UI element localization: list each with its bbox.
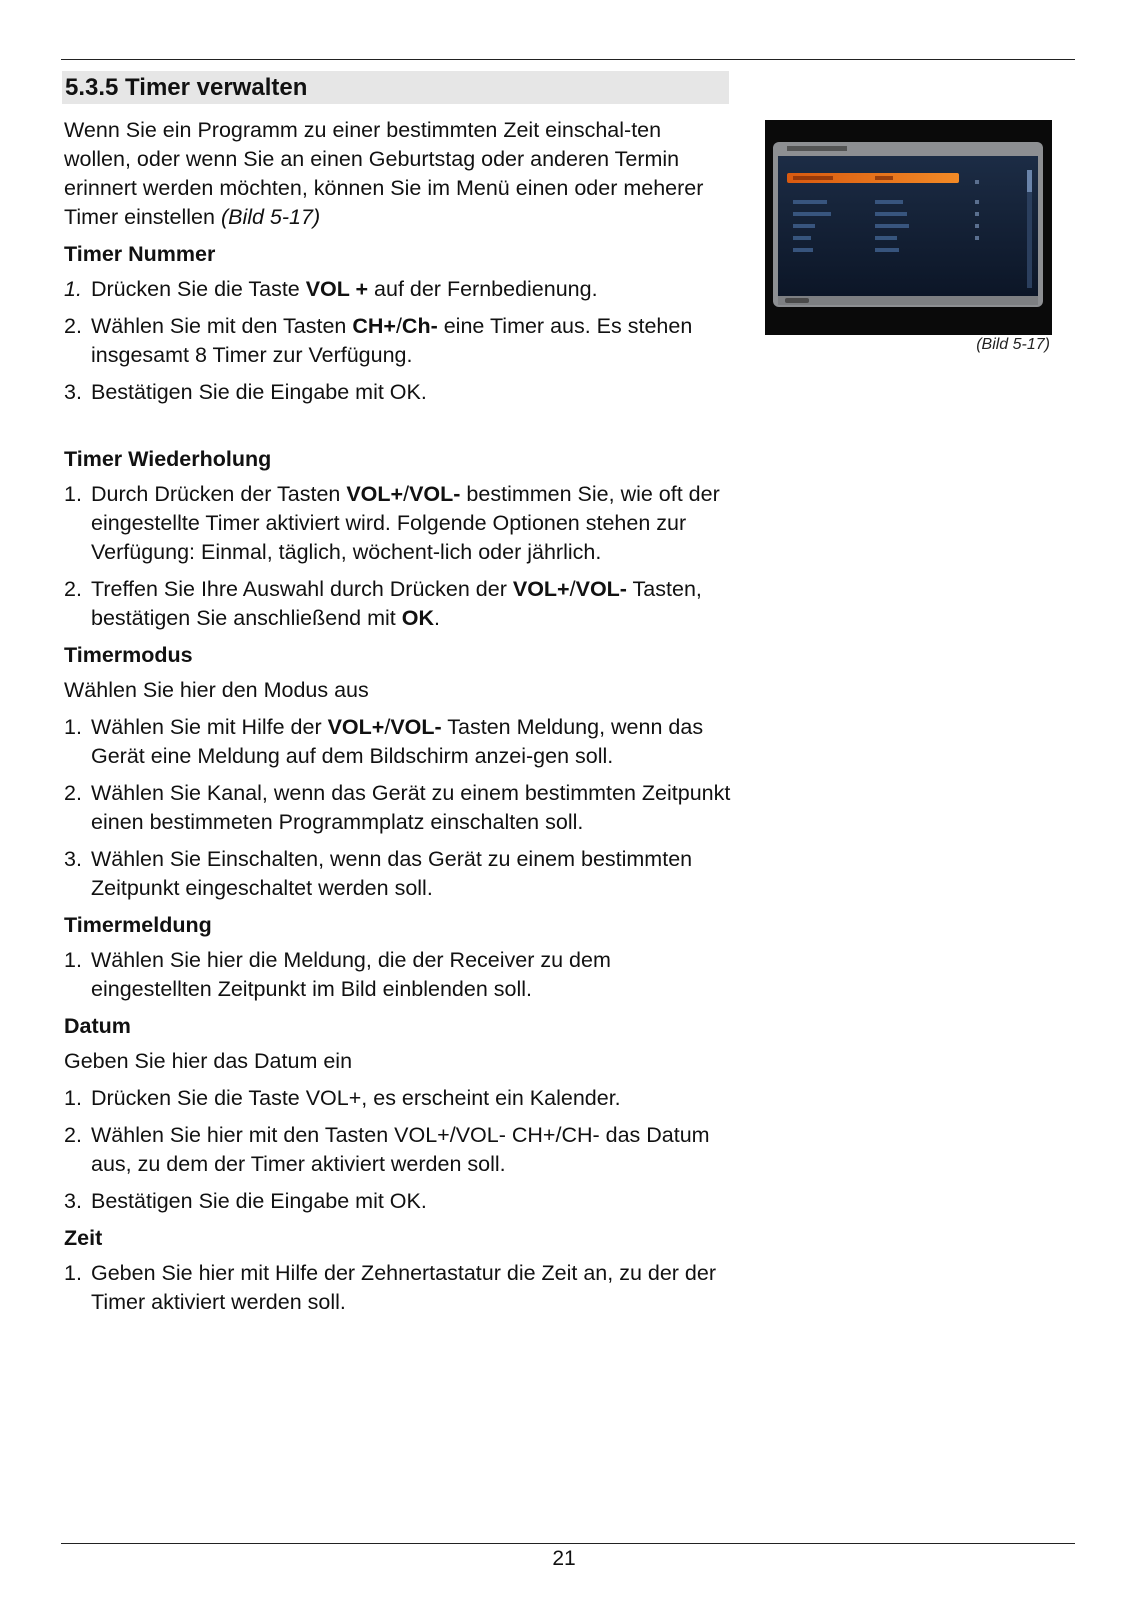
list-item: 2. Wählen Sie hier mit den Tasten VOL+/VOL- CH+/CH- das Datum aus, zu dem der Timer aktiviert werden soll.: [64, 1123, 710, 1176]
list-item: 1. Durch Drücken der Tasten VOL+/VOL- bestimmen Sie, wie oft der eingestellte Timer aktiviert wird. Folgende Optionen stehen zur Verfügung: Einmal, täglich, wöchent-lich oder jährlich.: [64, 482, 720, 564]
list-item: 1. Geben Sie hier mit Hilfe der Zehnertastatur die Zeit an, zu der der Timer aktiviert werden soll.: [64, 1261, 717, 1314]
timermodus-intro: Wählen Sie hier den Modus aus: [64, 678, 369, 702]
list-item: 3. Bestätigen Sie die Eingabe mit OK.: [64, 380, 427, 404]
list-item: 1. Drücken Sie die Taste VOL + auf der Fernbedienung.: [64, 277, 598, 301]
list-zeit: [64, 1259, 732, 1317]
heading-timer-nummer: Timer Nummer: [64, 242, 216, 266]
intro-paragraph: Wenn Sie ein Programm zu einer bestimmten Zeit einschal-ten wollen, oder wenn Sie an einen Geburtstag oder anderen Termin erinnert werden möchten, können Sie im Menü einen oder meherer Timer einstellen (Bild 5-17): [64, 118, 704, 229]
heading-timermeldung: Timermeldung: [64, 913, 212, 937]
list-item: 2. Wählen Sie Kanal, wenn das Gerät zu einem bestimmten Zeitpunkt einen bestimmeten Programmplatz einschalten soll.: [64, 781, 731, 834]
bottom-rule: [61, 1543, 1075, 1544]
heading-timermodus: Timermodus: [64, 643, 193, 667]
list-item: 2. Wählen Sie mit den Tasten CH+/Ch- eine Timer aus. Es stehen insgesamt 8 Timer zur Verfügung.: [64, 314, 693, 367]
timer-menu-screenshot: [765, 120, 1052, 335]
heading-datum: Datum: [64, 1014, 131, 1038]
main-content: [64, 116, 732, 1325]
list-timermeldung: [64, 946, 732, 1004]
top-rule: [61, 59, 1075, 60]
datum-intro: Geben Sie hier das Datum ein: [64, 1049, 353, 1073]
timer-menu-screenshot-graphic: [765, 120, 1052, 335]
list-datum: [64, 1084, 732, 1216]
heading-zeit: Zeit: [64, 1226, 103, 1250]
list-item: 1. Wählen Sie hier die Meldung, die der Receiver zu dem eingestellten Zeitpunkt im Bild einblenden soll.: [64, 948, 611, 1001]
list-item: 3. Bestätigen Sie die Eingabe mit OK.: [64, 1189, 427, 1213]
list-item: 3. Wählen Sie Einschalten, wenn das Gerät zu einem bestimmten Zeitpunkt eingeschaltet werden soll.: [64, 847, 693, 900]
list-item: 1. Wählen Sie mit Hilfe der VOL+/VOL- Tasten Meldung, wenn das Gerät eine Meldung auf dem Bildschirm anzei-gen soll.: [64, 715, 704, 768]
heading-timer-wiederholung: Timer Wiederholung: [64, 447, 272, 471]
figure-caption: (Bild 5-17): [976, 336, 1050, 353]
spacer: [64, 415, 732, 445]
page-number: 21: [552, 1547, 576, 1570]
list-timer-wiederholung: [64, 480, 732, 633]
list-item: 2. Treffen Sie Ihre Auswahl durch Drücken der VOL+/VOL- Tasten, bestätigen Sie anschließend mit OK.: [64, 577, 702, 630]
list-item: 1. Drücken Sie die Taste VOL+, es erscheint ein Kalender.: [64, 1086, 621, 1110]
figure-reference: (Bild 5-17): [220, 205, 321, 229]
section-title: 5.3.5 Timer verwalten: [62, 71, 729, 104]
list-timer-nummer: [64, 275, 732, 407]
list-timermodus: [64, 713, 732, 903]
